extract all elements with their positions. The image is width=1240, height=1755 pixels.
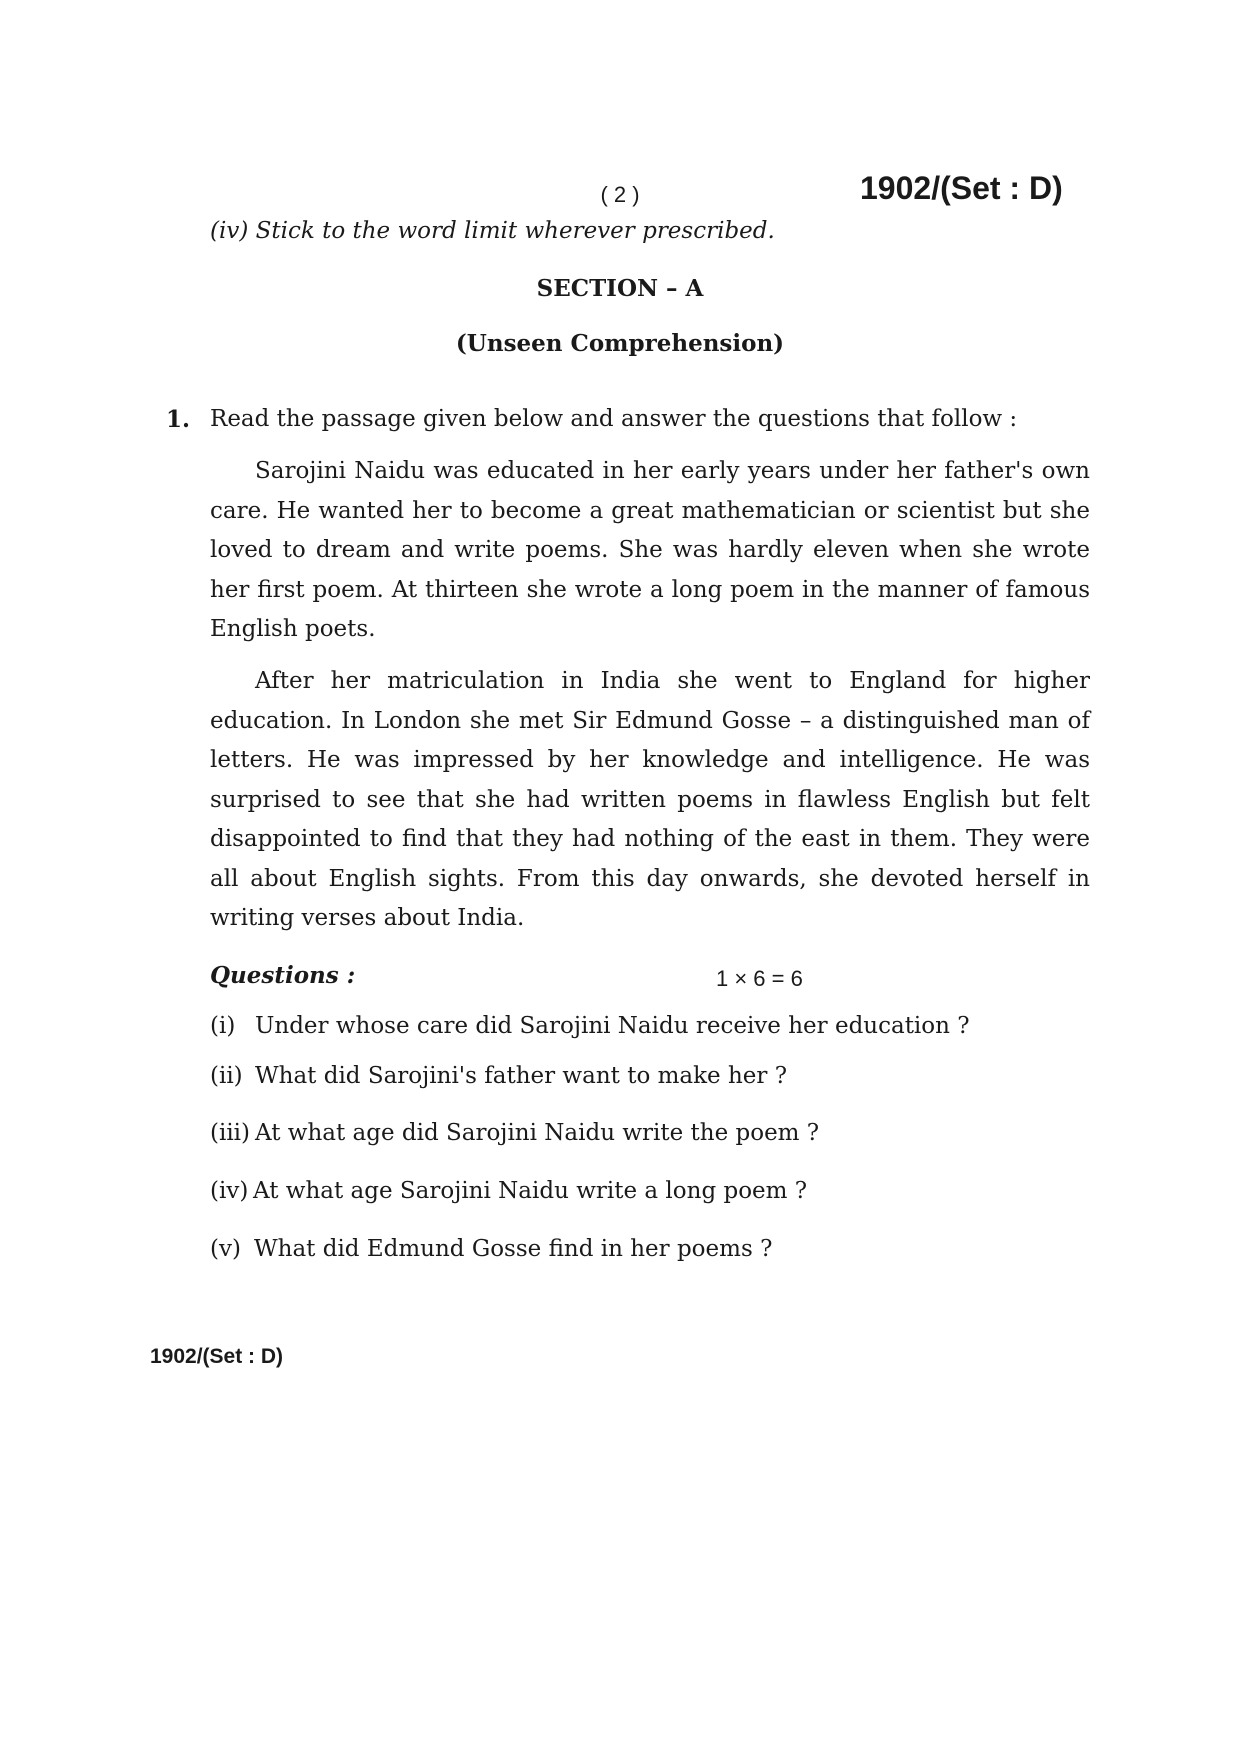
question-item-text: What did Sarojini's father want to make her ? — [255, 1063, 788, 1089]
instruction-line: (iv) Stick to the word limit wherever prescribed. — [210, 218, 775, 244]
question-item-label: (i) — [210, 1013, 236, 1039]
question-item-label: (iii) — [210, 1120, 251, 1146]
question-item-label: (iv) — [210, 1178, 249, 1204]
paper-code-footer: 1902/(Set : D) — [150, 1345, 284, 1368]
question-item-text: At what age did Sarojini Naidu write the poem ? — [255, 1120, 820, 1146]
page-number: ( 2 ) — [600, 182, 640, 207]
question-item-text: Under whose care did Sarojini Naidu receive her education ? — [255, 1013, 970, 1039]
paper-code-header: 1902/(Set : D) — [860, 170, 1063, 206]
question-item — [210, 1013, 970, 1039]
section-subtitle: (Unseen Comprehension) — [455, 330, 785, 357]
marks-allocation: 1 × 6 = 6 — [716, 966, 803, 991]
passage-paragraph-2: After her matriculation in India she went to England for higher education. In London she met Sir Edmund Gosse – a distinguished man of letters. He was impressed by her knowledge and intelligence. He was surprised to see that she had written poems in flawless English but felt disappointed to find that they had nothing of the east in them. They were all about English sights. From this day onwards, she devoted herself in writing verses about India. — [210, 668, 1090, 931]
question-item-text: At what age Sarojini Naidu write a long poem ? — [253, 1178, 808, 1204]
question-number: 1. — [166, 406, 191, 433]
question-item — [210, 1120, 819, 1146]
question-item-text: What did Edmund Gosse find in her poems ? — [254, 1236, 773, 1262]
question-item-label: (ii) — [210, 1063, 243, 1089]
passage-paragraph-1: Sarojini Naidu was educated in her early years under her father's own care. He wanted her to become a great mathematician or scientist but she loved to dream and write poems. She was hardly eleven when she wrote her first poem. At thirteen she wrote a long poem in the manner of famous English poets. — [210, 458, 1090, 642]
question-item — [210, 1236, 772, 1262]
question-item-label: (v) — [210, 1236, 241, 1262]
question-item — [210, 1178, 807, 1204]
questions-label: Questions : — [210, 962, 356, 989]
section-title: SECTION – A — [536, 275, 704, 302]
question-item — [210, 1063, 787, 1089]
question-intro: Read the passage given below and answer the questions that follow : — [210, 406, 1018, 432]
